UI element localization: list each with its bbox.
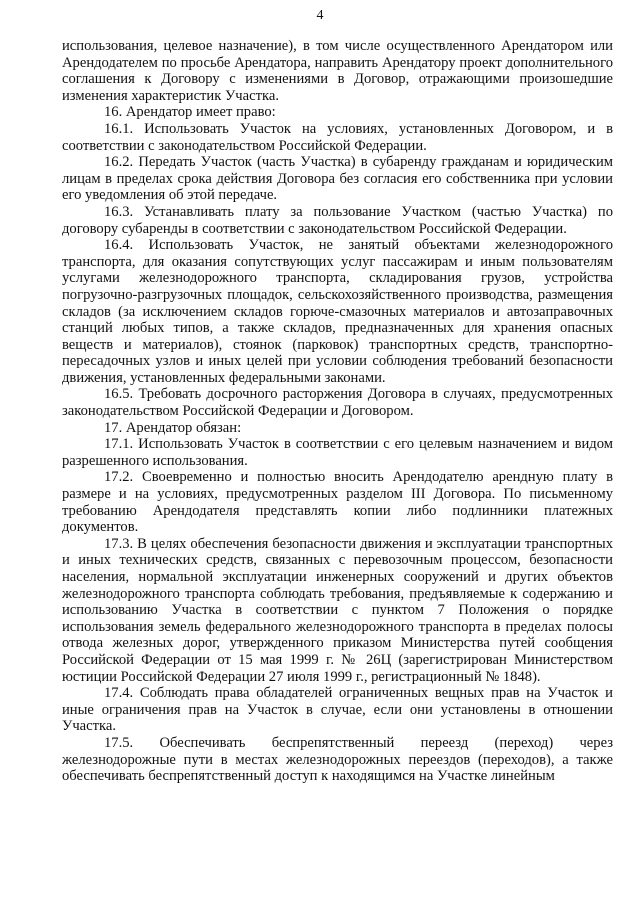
clause-17-3: 17.3. В целях обеспечения безопасности движения и эксплуатации транспортных и иных технических средств, связанных с перевозочным процессом, безопасности населения, нормальной эксплуатации инженерных сооружений и других объектов железнодорожного транспорта соблюдать требования, предъявляемые к содержанию и использованию Участка в соответствии с пунктом 7 Положения о порядке использования земель федерального железнодорожного транспорта в пределах полосы отвода железных дорог, утвержденного приказом Министерства путей сообщения Российской Федерации от 15 мая 1999 г. № 26Ц (зарегистрирован Министерством юстиции Российской Федерации 27 июля 1999 г., регистрационный № 1848). (62, 535, 613, 685)
clause-16-5: 16.5. Требовать досрочного расторжения Договора в случаях, предусмотренных законодательством Российской Федерации и Договором. (62, 386, 613, 420)
clause-17-2: 17.2. Своевременно и полностью вносить Арендодателю арендную плату в размере и на условиях, предусмотренных разделом III Договора. По письменному требованию Арендодателя представлять копии либо подлинники платежных документов. (62, 469, 613, 536)
clause-17-1: 17.1. Использовать Участок в соответствии с его целевым назначением и видом разрешенного использования. (62, 436, 613, 469)
clause-16-4: 16.4. Использовать Участок, не занятый объектами железнодорожного транспорта, для оказания сопутствующих услуг пассажирам и иным пользователям услугами железнодорожного транспорта, складирования грузов, устройства погрузочно-разгрузочных площадок, сельскохозяйственного производства, размещения складов (за исключением складов горюче-смазочных материалов и автозаправочных станций любых типов, а также складов, предназначенных для хранения опасных веществ и материалов), стоянок (парковок) транспортных средств, транспортно-пересадочных узлов и иных целей при условии соблюдения требований безопасности движения, установленных федеральными законами. (62, 237, 613, 386)
clause-17-heading: 17. Арендатор обязан: (104, 419, 242, 436)
clause-17-5: 17.5. Обеспечивать беспрепятственный переезд (переход) через железнодорожные пути в местах железнодорожных переездов (переходов), а также обеспечивать беспрепятственный доступ к находящимся на Участке линейным (62, 734, 613, 785)
clause-16-1: 16.1. Использовать Участок на условиях, установленных Договором, и в соответствии с законодательством Российской Федерации. (62, 120, 613, 154)
paragraph-continuation: использования, целевое назначение), в том числе осуществленного Арендатором или Арендодателем по просьбе Арендатора, направить Арендатору проект дополнительного соглашения к Договору с изменениями в Договор, отражающими произошедшие изменения характеристик Участка. (62, 38, 613, 104)
clause-17-4: 17.4. Соблюдать права обладателей ограниченных вещных прав на Участок и иные ограничения прав на Участок в случае, если они установлены в отношении Участка. (62, 685, 613, 735)
clause-16-3: 16.3. Устанавливать плату за пользование Участком (частью Участка) по договору субаренды в соответствии с законодательством Российской Федерации. (62, 203, 613, 237)
clause-16-heading: 16. Арендатор имеет право: (104, 104, 276, 121)
clause-16-2: 16.2. Передать Участок (часть Участка) в субаренду гражданам и юридическим лицам в пределах срока действия Договора без согласия его собственника при условии его уведомления об этой передаче. (62, 154, 613, 204)
page-number: 4 (316, 8, 324, 23)
